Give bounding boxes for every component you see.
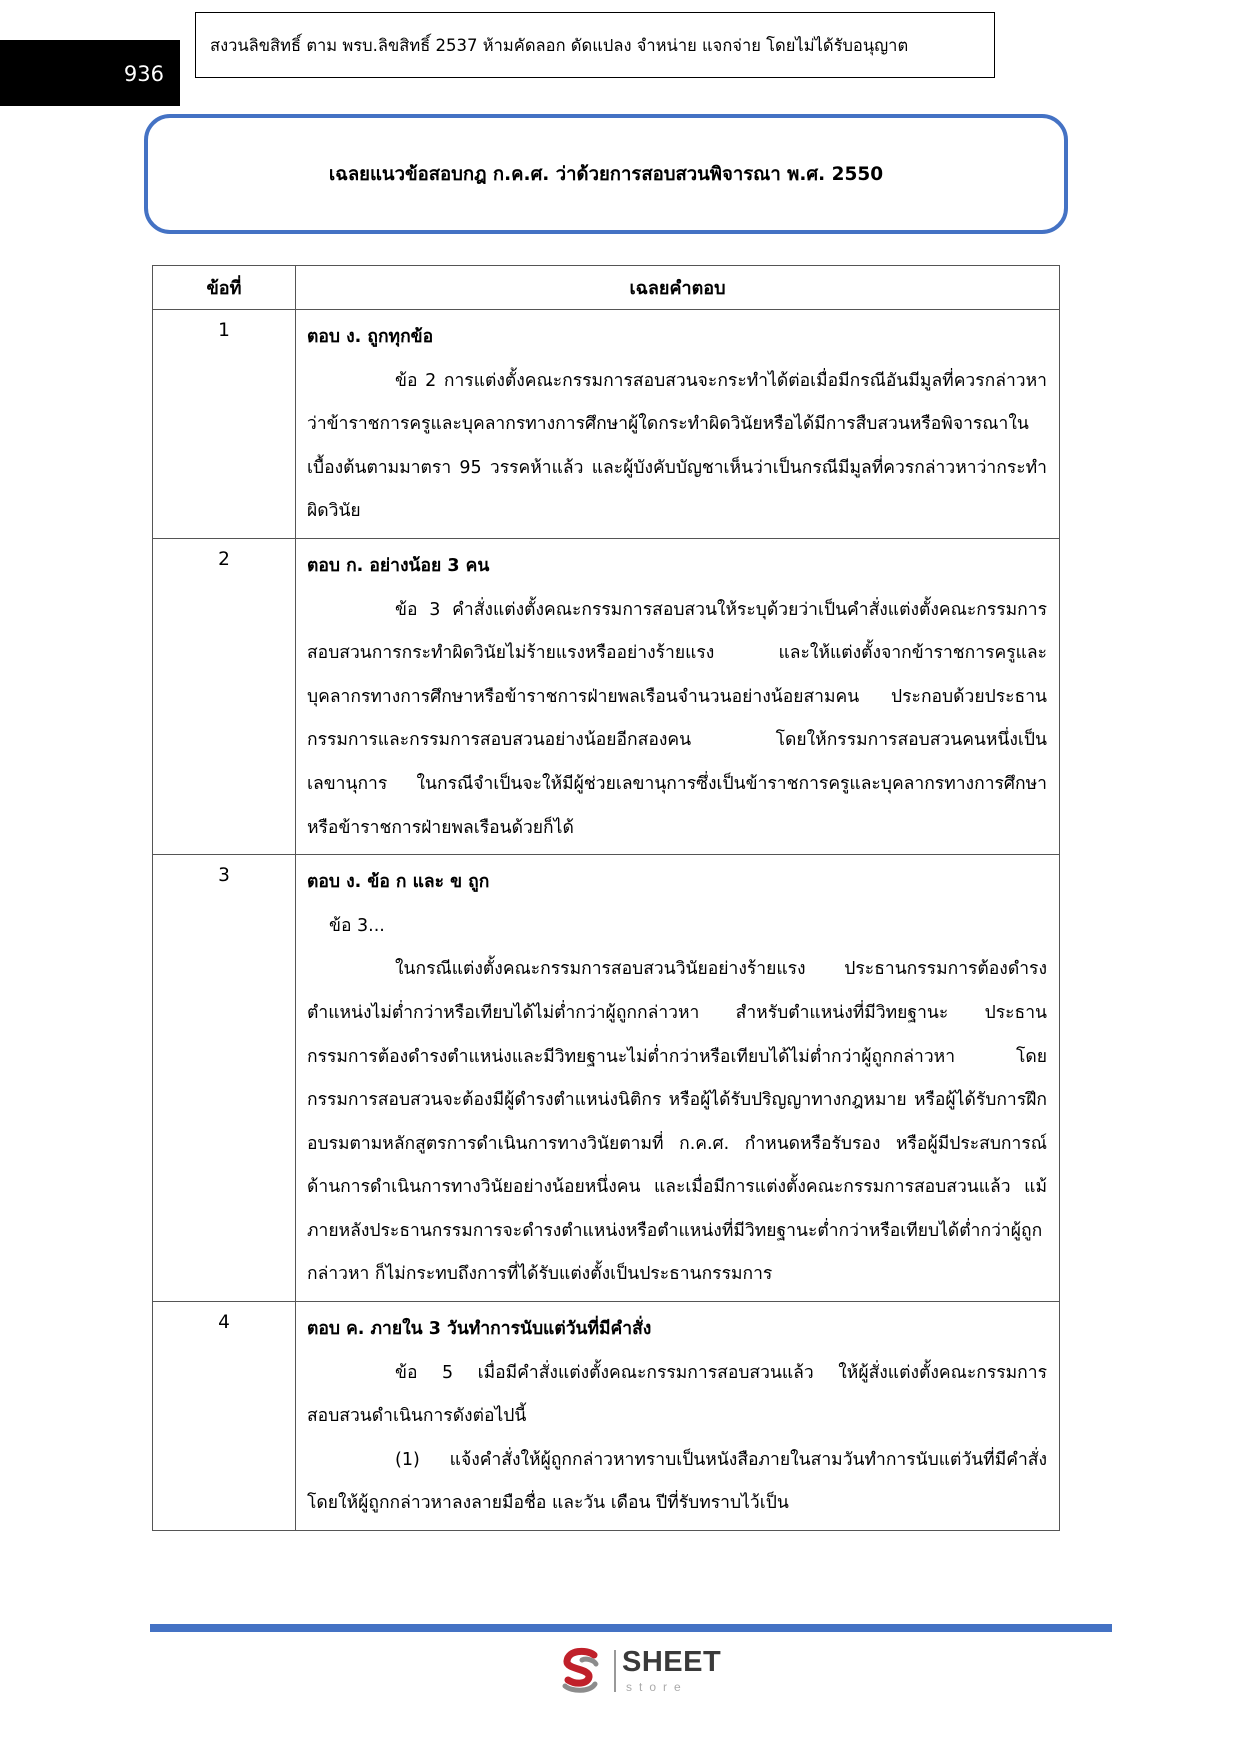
- title-box: [144, 114, 1068, 234]
- table-row: [153, 855, 1060, 1302]
- sheet-store-logo: [556, 1644, 726, 1700]
- header-answer: เฉลยคำตอบ: [296, 266, 1060, 310]
- answer-choice: ตอบ ง. ถูกทุกข้อ: [307, 327, 434, 347]
- explanation-paragraph: ข้อ 2 การแต่งตั้งคณะกรรมการสอบสวนจะกระทำได้ต่อเมื่อมีกรณีอันมีมูลที่ควรกล่าวหาว่าข้าราชการครูและบุคลากรทางการศึกษาผู้ใดกระทำผิดวินัยหรือได้มีการสืบสวนหรือพิจารณาในเบื้องต้นตามมาตรา 95 วรรคห้าแล้ว และผู้บังคับบัญชาเห็นว่าเป็นกรณีมีมูลที่ควรกล่าวหาว่ากระทำผิดวินัย: [307, 370, 1047, 522]
- page-number-box: [0, 40, 180, 106]
- header-number: ข้อที่: [153, 266, 296, 310]
- answer-cell: [296, 538, 1060, 854]
- page-title: เฉลยแนวข้อสอบกฎ ก.ค.ศ. ว่าด้วยการสอบสวนพิจารณา พ.ศ. 2550: [328, 163, 884, 185]
- table-row: [153, 1302, 1060, 1531]
- answer-cell: [296, 855, 1060, 1302]
- answer-table: [152, 265, 1060, 1531]
- answer-choice: ตอบ ง. ข้อ ก และ ข ถูก: [307, 872, 490, 893]
- logo-text: SHEET: [622, 1646, 722, 1678]
- answer-choice: ตอบ ค. ภายใน 3 วันทำการนับแต่วันที่มีคำสั่ง: [307, 1319, 652, 1340]
- explanation-paragraph: ในกรณีแต่งตั้งคณะกรรมการสอบสวนวินัยอย่างร้ายแรง ประธานกรรมการต้องดำรงตำแหน่งไม่ต่ำกว่าหรือเทียบได้ไม่ต่ำกว่าผู้ถูกกล่าวหา สำหรับตำแหน่งที่มีวิทยฐานะ ประธานกรรมการต้องดำรงตำแหน่งและมีวิทยฐานะไม่ต่ำกว่าหรือเทียบได้ไม่ต่ำกว่าผู้ถูกกล่าวหา โดยกรรมการสอบสวนจะต้องมีผู้ดำรงตำแหน่งนิติกร หรือผู้ได้รับปริญญาทางกฎหมาย หรือผู้ได้รับการฝึกอบรมตามหลักสูตรการดำเนินการทางวินัยตามที่ ก.ค.ศ. กำหนดหรือรับรอง หรือผู้มีประสบการณ์ด้านการดำเนินการทางวินัยอย่างน้อยหนึ่งคน และเมื่อมีการแต่งตั้งคณะกรรมการสอบสวนแล้ว แม้ภายหลังประธานกรรมการจะดำรงตำแหน่งหรือตำแหน่งที่มีวิทยฐานะต่ำกว่าหรือเทียบได้ต่ำกว่าผู้ถูกกล่าวหา ก็ไม่กระทบถึงการที่ได้รับแต่งตั้งเป็นประธานกรรมการ: [307, 959, 1047, 1285]
- table-row: [153, 310, 1060, 539]
- table-header-row: [153, 266, 1060, 310]
- explanation-paragraph: (1) แจ้งคำสั่งให้ผู้ถูกกล่าวหาทราบเป็นหนังสือภายในสามวันทำการนับแต่วันที่มีคำสั่ง โดยให้ผู้ถูกกล่าวหาลงลายมือชื่อ และวัน เดือน ปีที่รับทราบไว้เป็น: [307, 1449, 1047, 1514]
- answer-cell: [296, 310, 1060, 539]
- page-number: 936: [123, 62, 164, 86]
- table-row: [153, 538, 1060, 854]
- answer-cell: [296, 1302, 1060, 1531]
- question-number: 4: [153, 1302, 296, 1531]
- question-number: 2: [153, 538, 296, 854]
- answer-choice: ตอบ ก. อย่างน้อย 3 คน: [307, 555, 490, 576]
- logo-divider: [614, 1650, 616, 1692]
- question-number: 1: [153, 310, 296, 539]
- explanation-paragraph: ข้อ 3 คำสั่งแต่งตั้งคณะกรรมการสอบสวนให้ระบุด้วยว่าเป็นคำสั่งแต่งตั้งคณะกรรมการสอบสวนการกระทำผิดวินัยไม่ร้ายแรงหรืออย่างร้ายแรง และให้แต่งตั้งจากข้าราชการครูและบุคลากรทางการศึกษาหรือข้าราชการฝ่ายพลเรือนจำนวนอย่างน้อยสามคน ประกอบด้วยประธานกรรมการและกรรมการสอบสวนอย่างน้อยอีกสองคน โดยให้กรรมการสอบสวนคนหนึ่งเป็นเลขานุการ ในกรณีจำเป็นจะให้มีผู้ช่วยเลขานุการซึ่งเป็นข้าราชการครูและบุคลากรทางการศึกษาหรือข้าราชการฝ่ายพลเรือนด้วยก็ได้: [307, 599, 1047, 838]
- clause-reference: ข้อ 3...: [329, 915, 385, 936]
- copyright-notice: [195, 12, 995, 78]
- explanation-paragraph: ข้อ 5 เมื่อมีคำสั่งแต่งตั้งคณะกรรมการสอบสวนแล้ว ให้ผู้สั่งแต่งตั้งคณะกรรมการสอบสวนดำเนินการดังต่อไปนี้: [307, 1362, 1047, 1427]
- footer-divider: [150, 1624, 1112, 1632]
- sheet-logo-icon: [556, 1646, 606, 1696]
- question-number: 3: [153, 855, 296, 1302]
- copyright-text: สงวนลิขสิทธิ์ ตาม พรบ.ลิขสิทธิ์ 2537 ห้ามคัดลอก ดัดแปลง จำหน่าย แจกจ่าย โดยไม่ได้รับอนุญาต: [210, 36, 909, 55]
- logo-subtext: store: [626, 1680, 688, 1694]
